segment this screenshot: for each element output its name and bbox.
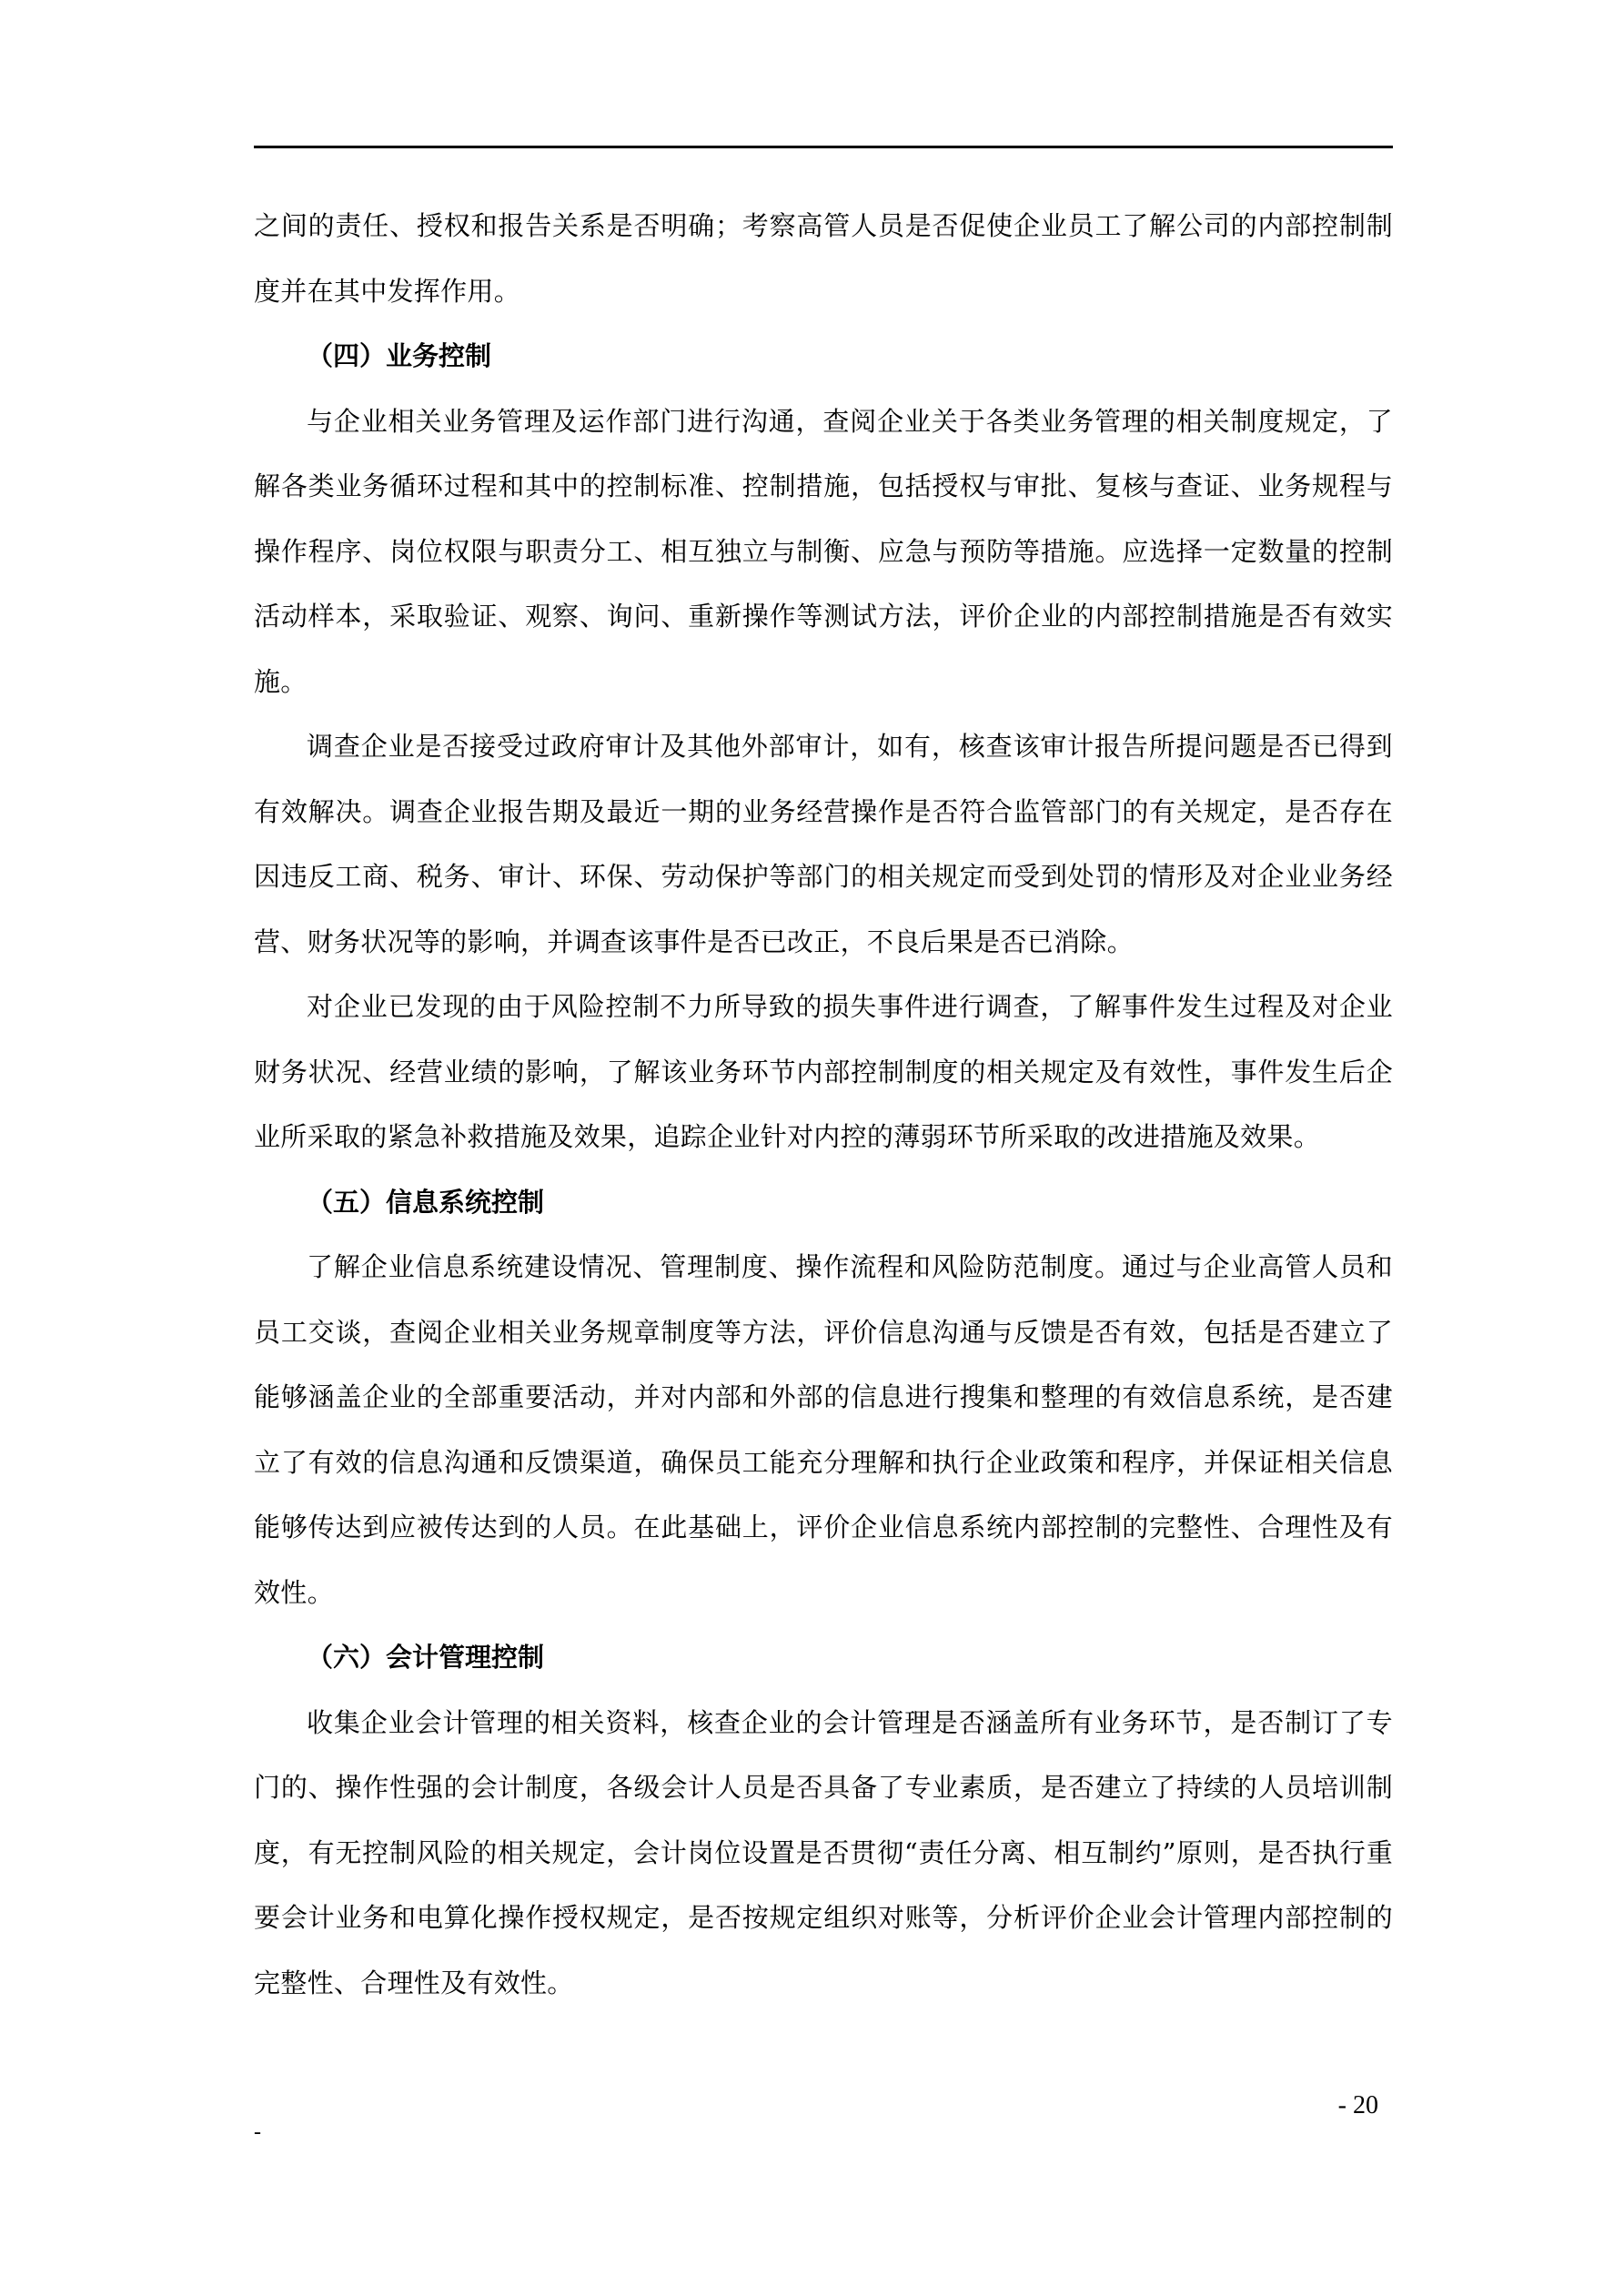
paragraph: 与企业相关业务管理及运作部门进行沟通，查阅企业关于各类业务管理的相关制度规定，了解各类业务循环过程和其中的控制标准、控制措施，包括授权与审批、复核与查证、业务规程与操作程序、岗位权限与职责分工、相互独立与制衡、应急与预防等措施。应选择一定数量的控制活动样本，采取验证、观察、询问、重新操作等测试方法，评价企业的内部控制措施是否有效实施。 [254, 405, 1393, 697]
paragraph: 对企业已发现的由于风险控制不力所导致的损失事件进行调查，了解事件发生过程及对企业财务状况、经营业绩的影响，了解该业务环节内部控制制度的相关规定及有效性，事件发生后企业所采取的紧急补救措施及效果，追踪企业针对内控的薄弱环节所采取的改进措施及效果。 [254, 991, 1393, 1152]
section-heading-business-control: （四）业务控制 [307, 340, 492, 371]
document-body [254, 194, 1393, 2016]
header-rule [254, 146, 1393, 148]
paragraph-continued: 之间的责任、授权和报告关系是否明确；考察高管人员是否促使企业员工了解公司的内部控制制度并在其中发挥作用。 [254, 210, 1393, 307]
paragraph: 调查企业是否接受过政府审计及其他外部审计，如有，核查该审计报告所提问题是否已得到有效解决。调查企业报告期及最近一期的业务经营操作是否符合监管部门的有关规定，是否存在因违反工商、税务、审计、环保、劳动保护等部门的相关规定而受到处罚的情形及对企业业务经营、财务状况等的影响，并调查该事件是否已改正，不良后果是否已消除。 [254, 731, 1393, 957]
footer-mark: - [254, 2120, 261, 2144]
section-heading-information-system-control: （五）信息系统控制 [307, 1186, 545, 1218]
section-heading-accounting-management-control: （六）会计管理控制 [307, 1642, 545, 1673]
page-number: - 20 [1337, 2091, 1378, 2119]
paragraph: 收集企业会计管理的相关资料，核查企业的会计管理是否涵盖所有业务环节，是否制订了专门的、操作性强的会计制度，各级会计人员是否具备了专业素质，是否建立了持续的人员培训制度，有无控制风险的相关规定，会计岗位设置是否贯彻“责任分离、相互制约”原则，是否执行重要会计业务和电算化操作授权规定，是否按规定组织对账等，分析评价企业会计管理内部控制的完整性、合理性及有效性。 [254, 1706, 1393, 1998]
paragraph: 了解企业信息系统建设情况、管理制度、操作流程和风险防范制度。通过与企业高管人员和员工交谈，查阅企业相关业务规章制度等方法，评价信息沟通与反馈是否有效，包括是否建立了能够涵盖企业的全部重要活动，并对内部和外部的信息进行搜集和整理的有效信息系统，是否建立了有效的信息沟通和反馈渠道，确保员工能充分理解和执行企业政策和程序，并保证相关信息能够传达到应被传达到的人员。在此基础上，评价企业信息系统内部控制的完整性、合理性及有效性。 [254, 1251, 1393, 1608]
